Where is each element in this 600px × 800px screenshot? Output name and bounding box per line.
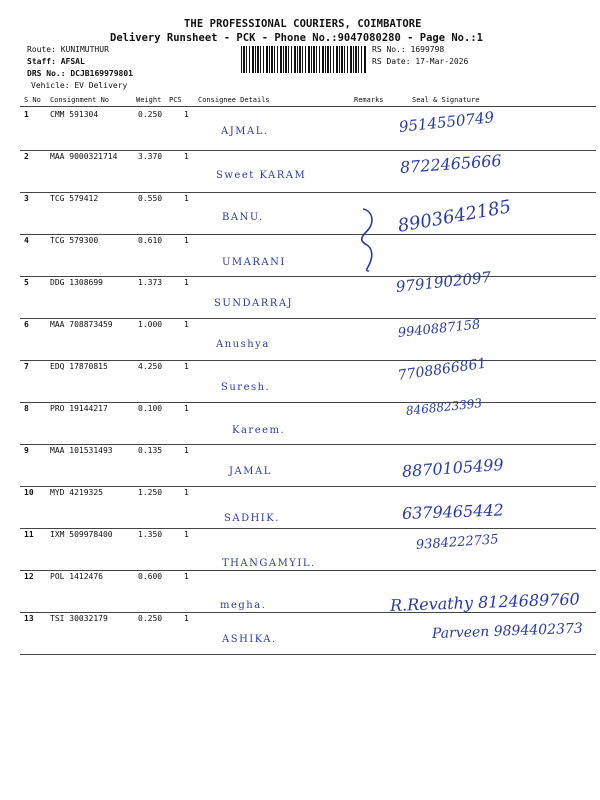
col-pcs: PCS	[169, 96, 182, 104]
col-consignee: Consignee Details	[198, 96, 270, 104]
row-sno: 6	[24, 320, 29, 329]
row-weight: 0.250	[138, 614, 163, 623]
row-consignment: POL 1412476	[50, 572, 103, 581]
row-consignee-handwritten: JAMAL	[229, 466, 272, 477]
row-weight: 1.373	[138, 278, 163, 287]
rs-number: RS No.: 1699798	[372, 45, 445, 54]
row-signature-handwritten: R.Revathy 8124689760	[389, 589, 581, 615]
row-weight: 0.610	[138, 236, 163, 245]
row-signature-handwritten: 8903642185	[396, 196, 513, 237]
barcode-image	[241, 46, 367, 73]
row-weight: 3.370	[138, 152, 163, 161]
row-pcs: 1	[184, 110, 189, 119]
row-sno: 10	[24, 488, 34, 497]
row-consignment: TSI 30032179	[50, 614, 108, 623]
row-consignment: MYD 4219325	[50, 488, 103, 497]
col-consignment: Consignment No	[50, 96, 110, 104]
col-sno: S No	[24, 96, 41, 104]
row-signature-handwritten: 7708866861	[396, 355, 488, 384]
row-consignee-handwritten: SADHIK.	[224, 513, 280, 524]
row-consignee-handwritten: ASHIKA.	[222, 634, 277, 645]
runsheet-subtitle: Delivery Runsheet - PCK - Phone No.:9047080280 - Page No.:1	[110, 32, 483, 44]
row-consignment: MAA 708873459	[50, 320, 113, 329]
row-sno: 4	[24, 236, 29, 245]
drs-label: DRS No.:	[27, 69, 66, 78]
row-sno: 12	[24, 572, 34, 581]
row-consignee-handwritten: SUNDARRAJ	[214, 298, 294, 309]
route-text: Route: KUNIMUTHUR	[27, 45, 109, 54]
row-consignment: CMM 591304	[50, 110, 99, 119]
row-consignment: IXM 509978400	[50, 530, 113, 539]
row-pcs: 1	[184, 152, 189, 161]
row-consignment: TCG 579300	[50, 236, 99, 245]
row-consignee-handwritten: megha.	[220, 600, 267, 611]
row-weight: 4.250	[138, 362, 163, 371]
row-sno: 11	[24, 530, 34, 539]
row-consignee-handwritten: Kareem.	[232, 425, 286, 436]
row-weight: 1.250	[138, 488, 163, 497]
row-consignment: EDQ 17870815	[50, 362, 108, 371]
row-sno: 3	[24, 194, 29, 203]
row-divider	[20, 612, 596, 613]
row-divider	[20, 444, 596, 445]
row-sno: 5	[24, 278, 29, 287]
row-sno: 9	[24, 446, 29, 455]
row-consignment: MAA 9000321714	[50, 152, 118, 161]
row-divider	[20, 402, 596, 403]
row-consignment: PRO 19144217	[50, 404, 108, 413]
row-pcs: 1	[184, 446, 189, 455]
row-signature-handwritten: 9384222735	[415, 532, 500, 553]
row-consignee-handwritten: UMARANI	[222, 257, 286, 268]
row-weight: 0.550	[138, 194, 163, 203]
row-sno: 13	[24, 614, 34, 623]
drs-line	[27, 69, 133, 78]
staff-value: AFSAL	[60, 57, 85, 66]
row-divider	[20, 318, 596, 319]
row-weight: 1.350	[138, 530, 163, 539]
row-sno: 7	[24, 362, 29, 371]
row-signature-handwritten: 6379465442	[401, 500, 505, 523]
row-pcs: 1	[184, 614, 189, 623]
row-divider	[20, 654, 596, 655]
remarks-brace-mark	[355, 205, 381, 275]
row-divider	[20, 276, 596, 277]
company-title: THE PROFESSIONAL COURIERS, COIMBATORE	[184, 18, 422, 30]
row-consignee-handwritten: Anushya	[216, 339, 270, 350]
row-weight: 0.135	[138, 446, 163, 455]
col-signature: Seal & Signature	[412, 96, 480, 104]
row-signature-handwritten: 8468823393	[405, 396, 483, 418]
row-divider	[20, 486, 596, 487]
row-signature-handwritten: 8870105499	[401, 454, 505, 481]
row-divider	[20, 528, 596, 529]
row-signature-handwritten: 9940887158	[397, 317, 482, 341]
row-signature-handwritten: Parveen 9894402373	[431, 620, 584, 642]
row-divider	[20, 570, 596, 571]
drs-value: DCJB169979801	[70, 69, 133, 78]
row-signature-handwritten: 9791902097	[395, 268, 492, 296]
row-weight: 1.000	[138, 320, 163, 329]
staff-line	[27, 57, 85, 66]
col-weight: Weight	[136, 96, 162, 104]
row-pcs: 1	[184, 236, 189, 245]
vehicle-text: Vehicle: EV Delivery	[31, 81, 128, 90]
row-pcs: 1	[184, 572, 189, 581]
row-sno: 1	[24, 110, 29, 119]
row-divider	[20, 360, 596, 361]
row-divider	[20, 150, 596, 151]
row-pcs: 1	[184, 278, 189, 287]
row-divider	[20, 192, 596, 193]
row-pcs: 1	[184, 404, 189, 413]
row-pcs: 1	[184, 320, 189, 329]
row-weight: 0.250	[138, 110, 163, 119]
row-consignee-handwritten: Sweet KARAM	[216, 170, 307, 181]
row-pcs: 1	[184, 488, 189, 497]
rs-date: RS Date: 17-Mar-2026	[372, 57, 469, 66]
row-pcs: 1	[184, 530, 189, 539]
row-signature-handwritten: 8722465666	[399, 150, 503, 177]
row-pcs: 1	[184, 194, 189, 203]
row-consignee-handwritten: THANGAMYIL.	[222, 558, 316, 569]
row-consignee-handwritten: BANU.	[222, 212, 264, 223]
row-signature-handwritten: 9514550749	[398, 108, 495, 136]
row-sno: 2	[24, 152, 29, 161]
row-consignee-handwritten: AJMAL.	[221, 126, 269, 137]
row-weight: 0.600	[138, 572, 163, 581]
header-divider	[20, 106, 596, 107]
row-consignment: DDG 1308699	[50, 278, 103, 287]
row-weight: 0.100	[138, 404, 163, 413]
col-remarks: Remarks	[354, 96, 384, 104]
staff-label: Staff:	[27, 57, 56, 66]
row-consignment: TCG 579412	[50, 194, 99, 203]
row-consignee-handwritten: Suresh.	[221, 382, 271, 393]
row-divider	[20, 234, 596, 235]
row-consignment: MAA 101531493	[50, 446, 113, 455]
row-pcs: 1	[184, 362, 189, 371]
row-sno: 8	[24, 404, 29, 413]
